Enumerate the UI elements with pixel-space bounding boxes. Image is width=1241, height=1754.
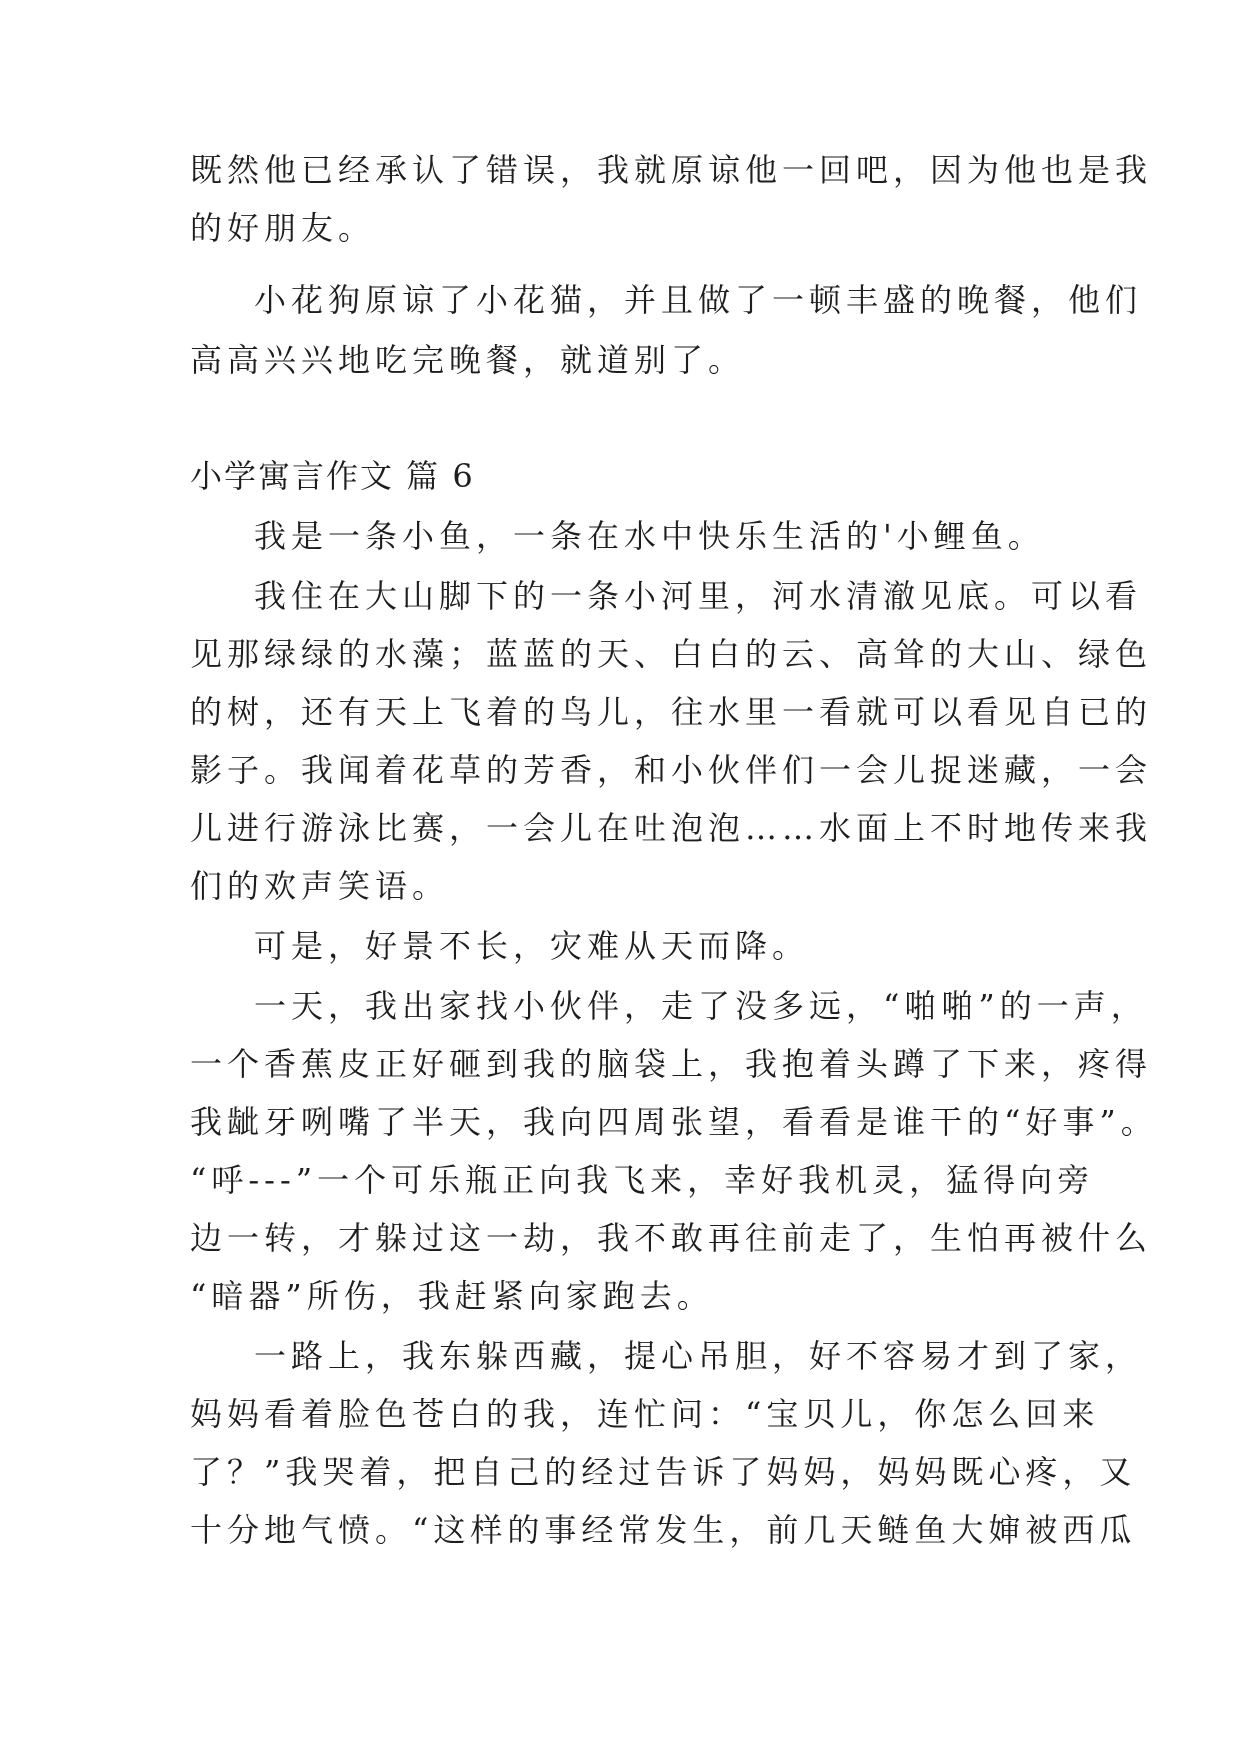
text-line: 既然他已经承认了错误，我就原谅他一回吧，因为他也是我 <box>190 151 1153 189</box>
text-line: 的好朋友。 <box>190 209 376 247</box>
text-line: 一天，我出家找小伙伴，走了没多远，“啪啪”的一声， <box>254 987 1148 1025</box>
text-line: 妈妈看着脸色苍白的我，连忙问：“宝贝儿，你怎么回来 <box>190 1395 1100 1433</box>
text-line: 见那绿绿的水藻；蓝蓝的天、白白的云、高耸的大山、绿色 <box>190 635 1153 673</box>
text-line: “暗器”所伤，我赶紧向家跑去。 <box>190 1277 714 1315</box>
text-line: 了？”我哭着，把自己的经过告诉了妈妈，妈妈既心疼，又 <box>190 1453 1137 1491</box>
text-line: 一路上，我东躲西藏，提心吊胆，好不容易才到了家， <box>254 1337 1143 1375</box>
text-line: 影子。我闻着花草的芳香，和小伙伴们一会儿捉迷藏，一会 <box>190 751 1153 789</box>
text-line: 我龇牙咧嘴了半天，我向四周张望，看看是谁干的“好事”。 <box>190 1103 1158 1141</box>
text-line: 小花狗原谅了小花猫，并且做了一顿丰盛的晚餐，他们 <box>254 281 1143 319</box>
text-line: 们的欢声笑语。 <box>190 867 450 905</box>
text-line: 我是一条小鱼，一条在水中快乐生活的'小鲤鱼。 <box>254 517 1045 555</box>
section-heading: 小学寓言作文 篇 6 <box>190 457 475 495</box>
text-line: 高高兴兴地吃完晚餐，就道别了。 <box>190 341 746 379</box>
text-line: 十分地气愤。“这样的事经常发生，前几天鲢鱼大婶被西瓜 <box>190 1511 1137 1549</box>
text-line: 可是，好景不长，灾难从天而降。 <box>254 927 810 965</box>
text-line: 一个香蕉皮正好砸到我的脑袋上，我抱着头蹲了下来，疼得 <box>190 1045 1153 1083</box>
text-line: 的树，还有天上飞着的鸟儿，往水里一看就可以看见自已的 <box>190 693 1153 731</box>
text-line: 儿进行游泳比赛，一会儿在吐泡泡……水面上不时地传来我 <box>190 809 1153 847</box>
text-line: “呼---”一个可乐瓶正向我飞来，幸好我机灵，猛得向旁 <box>190 1161 1095 1199</box>
text-line: 我住在大山脚下的一条小河里，河水清澈见底。可以看 <box>254 577 1143 615</box>
text-line: 边一转，才躲过这一劫，我不敢再往前走了，生怕再被什么 <box>190 1219 1153 1257</box>
